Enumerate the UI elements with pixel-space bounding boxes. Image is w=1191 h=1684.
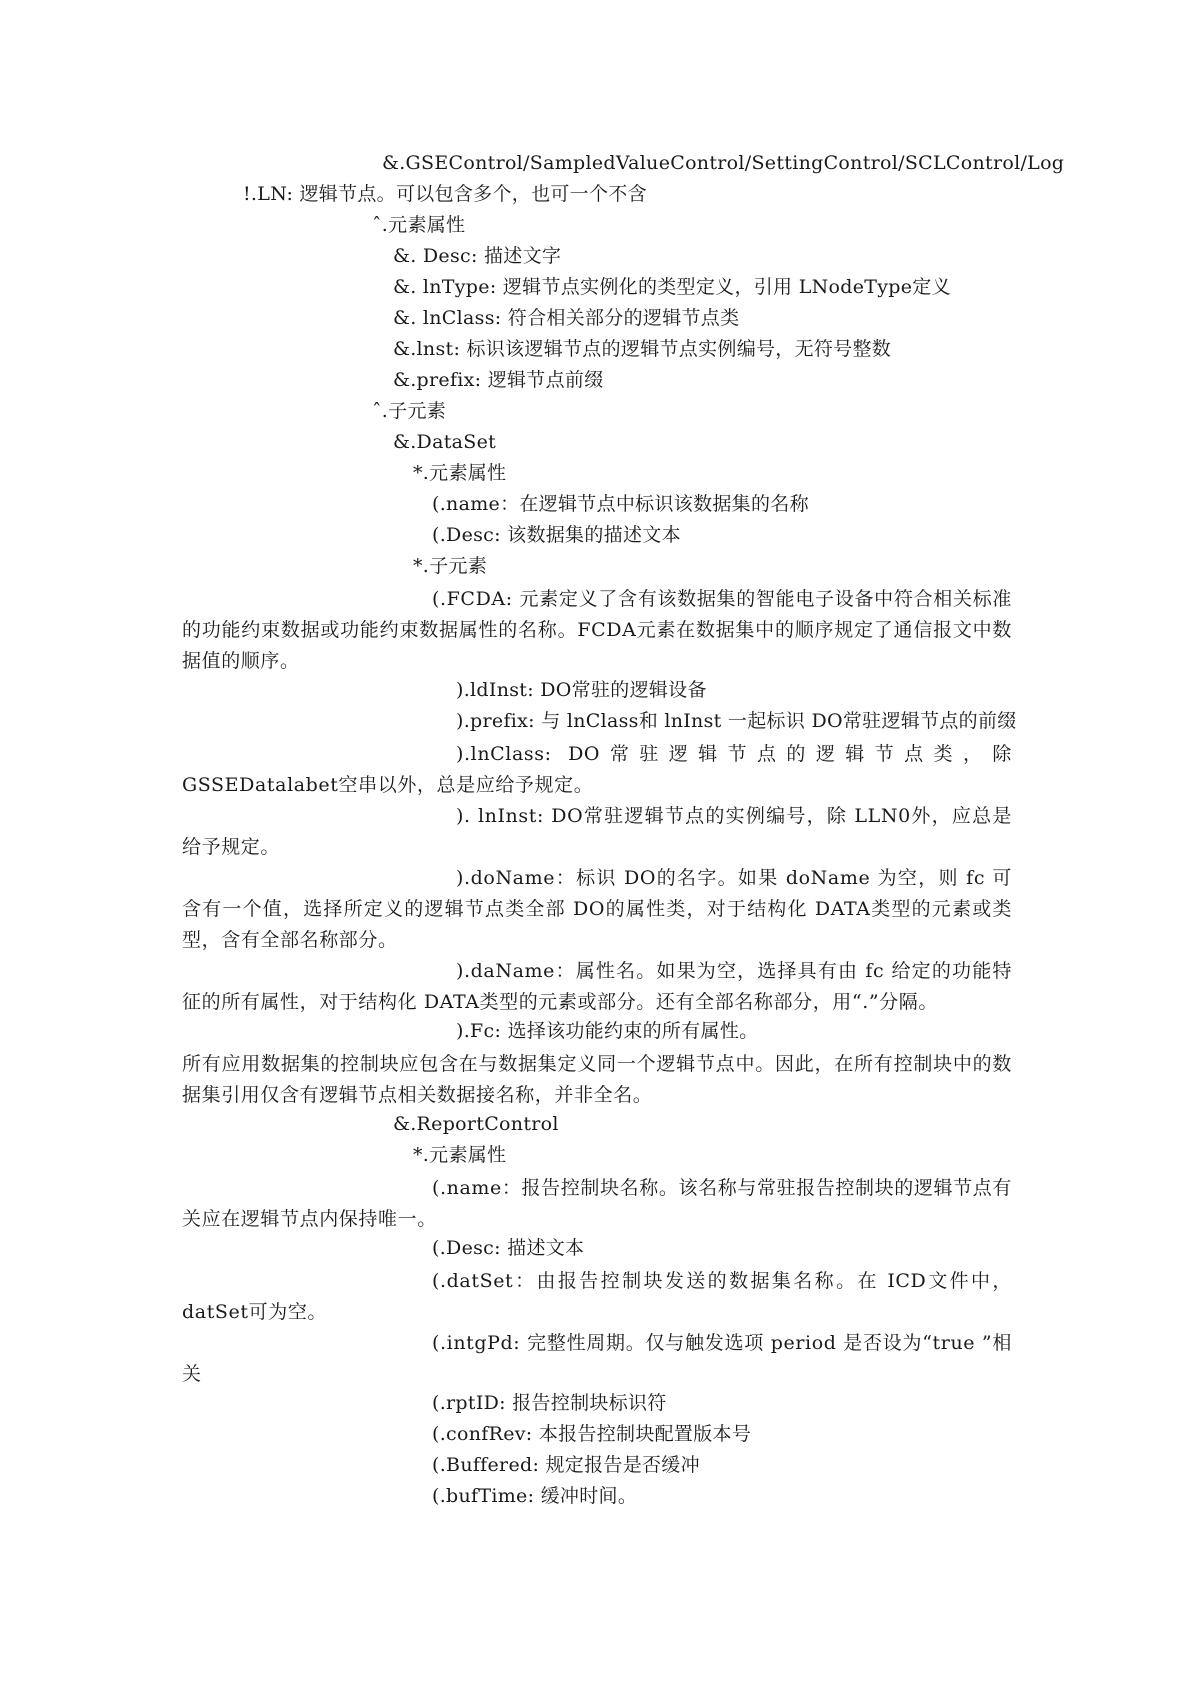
text-line: &.DataSet — [393, 431, 497, 453]
text-line: *.元素属性 — [413, 462, 507, 484]
text-line: (.bufTime: 缓冲时间。 — [432, 1485, 638, 1507]
text-line: &. lnClass: 符合相关部分的逻辑节点类 — [393, 307, 740, 329]
text-line: (.confRev: 本报告控制块配置版本号 — [432, 1423, 752, 1445]
text-line: ˆ.元素属性 — [372, 214, 466, 236]
text-line: &.GSEControl/SampledValueControl/SettingControl/SCLControl/Log — [382, 152, 1065, 174]
wrapped-paragraph: (.name：报告控制块名称。该名称与常驻报告控制块的逻辑节点有关应在逻辑节点内保持唯一。 — [182, 1177, 1012, 1230]
wrapped-paragraph: ).lnClass: DO常驻逻辑节点的逻辑节点类，除 GSSEDatalabet空串以外，总是应给予规定。 — [182, 743, 1012, 796]
text-line: (.Desc: 该数据集的描述文本 — [432, 524, 681, 546]
text-line: !.LN: 逻辑节点。可以包含多个，也可一个不含 — [243, 183, 647, 205]
wrapped-paragraph: ).doName：标识 DO的名字。如果 doName 为空，则 fc 可含有一个值，选择所定义的逻辑节点类全部 DO的属性类，对于结构化 DATA类型的元素或类型，含有全部名称部分。 — [182, 867, 1012, 951]
wrapped-paragraph: (.datSet：由报告控制块发送的数据集名称。在 ICD文件中，datSet可为空。 — [182, 1270, 1012, 1323]
text-line: ).prefix: 与 lnClass和 lnInst 一起标识 DO常驻逻辑节点的前缀 — [456, 710, 1017, 732]
wrapped-paragraph: 所有应用数据集的控制块应包含在与数据集定义同一个逻辑节点中。因此，在所有控制块中的数据集引用仅含有逻辑节点相关数据接名称，并非全名。 — [182, 1053, 1012, 1106]
text-line: &.ReportControl — [393, 1113, 559, 1135]
text-line: (.name：在逻辑节点中标识该数据集的名称 — [432, 493, 809, 515]
text-line: (.Desc: 描述文本 — [432, 1237, 585, 1259]
text-line: ).Fc: 选择该功能约束的所有属性。 — [456, 1020, 759, 1042]
text-line: *.元素属性 — [413, 1144, 507, 1166]
text-line: &.lnst: 标识该逻辑节点的逻辑节点实例编号，无符号整数 — [393, 338, 892, 360]
text-line: (.Buffered: 规定报告是否缓冲 — [432, 1454, 700, 1476]
text-line: ˆ.子元素 — [372, 400, 447, 422]
text-line: *.子元素 — [413, 555, 488, 577]
wrapped-paragraph: ).daName：属性名。如果为空，选择具有由 fc 给定的功能特征的所有属性，对于结构化 DATA类型的元素或部分。还有全部名称部分，用“.”分隔。 — [182, 960, 1012, 1013]
text-line: &. Desc: 描述文字 — [393, 245, 562, 267]
text-line: &. lnType: 逻辑节点实例化的类型定义，引用 LNodeType定义 — [393, 276, 951, 298]
wrapped-paragraph: (.intgPd: 完整性周期。仅与触发选项 period 是否设为“true ”相关 — [182, 1332, 1012, 1385]
text-line: (.rptID: 报告控制块标识符 — [432, 1392, 667, 1414]
wrapped-paragraph: ). lnInst: DO常驻逻辑节点的实例编号，除 LLN0外，应总是给予规定。 — [182, 805, 1012, 858]
text-line: &.prefix: 逻辑节点前缀 — [393, 369, 604, 391]
text-line: ).ldInst: DO常驻的逻辑设备 — [456, 679, 707, 701]
wrapped-paragraph: (.FCDA: 元素定义了含有该数据集的智能电子设备中符合相关标准的功能约束数据或功能约束数据属性的名称。FCDA元素在数据集中的顺序规定了通信报文中数据值的顺序。 — [182, 588, 1012, 672]
